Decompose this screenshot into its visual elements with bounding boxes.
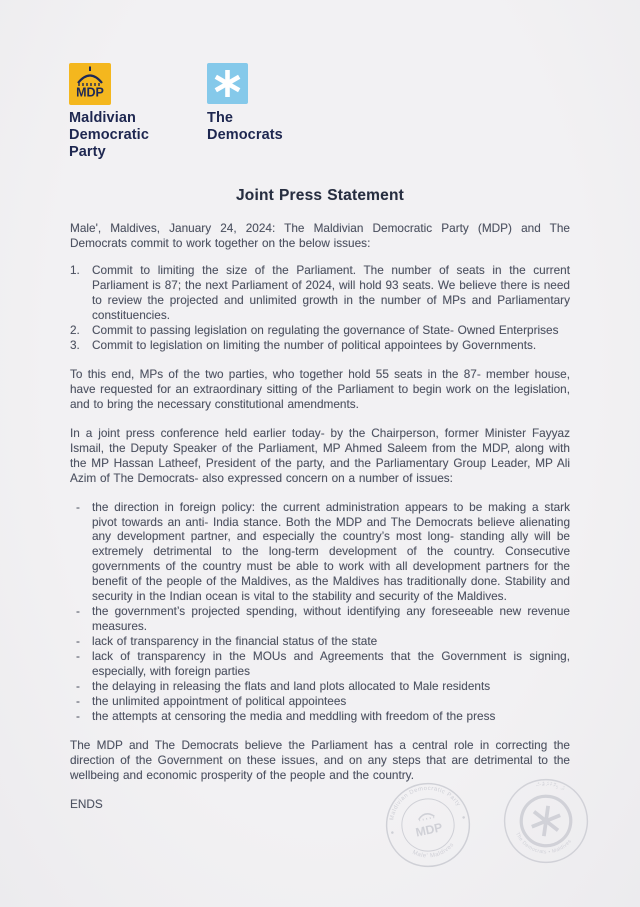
mdp-logo [69, 63, 111, 105]
item-marker: - [76, 649, 80, 664]
list-item [70, 604, 570, 634]
mdp-stamp [375, 772, 482, 879]
democrats-stamp-arc-top: ދަ ޑިމޮކްރެޓްސް [535, 781, 567, 793]
item-text: Commit to limiting the size of the Parliament. The number of seats in the current Parliament is 87; the next Parliament of 2024, will hold 93 seats. We believe there is need to review the projected and unlimited growth in the number of MPs and Parliamentary constituencies. [92, 262, 570, 322]
item-text: Commit to legislation on limiting the number of political appointees by Governments. [92, 337, 537, 352]
item-marker: - [76, 634, 80, 649]
list-item [70, 500, 570, 605]
mdp-stamp-arc-top: Maldivian Democratic Party [389, 785, 462, 821]
mdp-stamp-abbr: MDP [414, 820, 444, 840]
item-text: lack of transparency in the MOUs and Agreements that the Government is signing, especially, with foreign parties [92, 649, 570, 679]
item-text: lack of transparency in the financial status of the state [92, 634, 378, 649]
commitments-list [70, 263, 570, 353]
statement-body [70, 186, 570, 812]
stamp-asterisk-icon [531, 804, 561, 838]
item-text: the government’s projected spending, without identifying any foreseeable new revenue measures. [92, 604, 570, 634]
democrats-logo [207, 63, 248, 104]
mdp-name-line: Maldivian [69, 110, 136, 126]
item-marker: - [76, 499, 80, 514]
item-marker: - [76, 604, 80, 619]
list-item [70, 338, 570, 353]
list-item [70, 323, 570, 338]
request-paragraph: To this end, MPs of the two parties, who together hold 55 seats in the 87- member house, have requested for an extraordinary sitting of the Parliament to begin work on the legislation, and to bring the necessary constitutional amendments. [70, 366, 570, 411]
democrats-stamp [495, 770, 597, 872]
mdp-party-name [69, 110, 149, 161]
item-text: the attempts at censoring the media and meddling with freedom of the press [92, 709, 496, 724]
item-marker: - [76, 709, 80, 724]
mdp-scales-icon [69, 63, 111, 105]
item-text: the unlimited appointment of political appointees [92, 694, 347, 709]
conference-paragraph: In a joint press conference held earlier today- by the Chairperson, former Minister Fayyaz Ismail, the Deputy Speaker of the Parliament, MP Ahmed Saleem from the MDP, along with the MP Hassan Latheef, President of the party, and the Parliamentary Group Leader, MP Ali Azim of The Democrats- also expressed concern on a number of issues: [70, 425, 570, 485]
intro-paragraph: Male', Maldives, January 24, 2024: The Maldivian Democratic Party (MDP) and The Democrats commit to work together on the below issues: [70, 221, 570, 250]
item-marker: 2. [70, 322, 80, 337]
asterisk-icon [207, 63, 248, 104]
list-item [70, 679, 570, 694]
item-text: Commit to passing legislation on regulating the governance of State- Owned Enterprises [92, 322, 559, 337]
mdp-stamp-arc-bottom: Male' Maldives [411, 841, 456, 860]
item-text: the direction in foreign policy: the current administration appears to be making a stark pivot towards an anti- India stance. Both the MDP and The Democrats believe alienating any development partner, and especially the country’s most long- standing ally will be extremely detrimental to the long-term development of the country. Consecutive governments of the country must be able to work with all development partners for the benefit of the people of the Maldives, as the Maldives has traditionally done. Stability and security in the Indian ocean is vital to the stability and security of the Maldives. [92, 499, 570, 604]
democrats-name-line: Democrats [207, 127, 283, 143]
democrats-stamp-arc-bottom: The Democrats • Maldives [514, 831, 574, 856]
list-item [70, 634, 570, 649]
list-item [70, 694, 570, 709]
list-item [70, 709, 570, 724]
list-item [70, 649, 570, 679]
mdp-name-line: Party [69, 144, 106, 160]
item-marker: 1. [70, 262, 80, 277]
ends-label: ENDS [70, 796, 103, 811]
item-marker: - [76, 679, 80, 694]
item-text: the delaying in releasing the flats and land plots allocated to Male residents [92, 679, 491, 694]
mdp-name-line: Democratic [69, 127, 149, 143]
svg-text:ދަ ޑިމޮކްރެޓްސް [535, 779, 567, 793]
closing-paragraph: The MDP and The Democrats believe the Parliament has a central role in correcting the direction of the Government on these issues, and on any steps that are detrimental to the wellbeing and economic prosperity of the people and the country. [70, 738, 570, 782]
concerns-list [70, 500, 570, 725]
democrats-name-line: The [207, 110, 234, 126]
item-marker: 3. [70, 337, 80, 352]
mdp-logo-abbr: MDP [76, 85, 104, 100]
item-marker: - [76, 694, 80, 709]
list-item [70, 263, 570, 323]
press-statement-title: Joint Press Statement [235, 187, 404, 204]
democrats-party-name [207, 110, 283, 144]
